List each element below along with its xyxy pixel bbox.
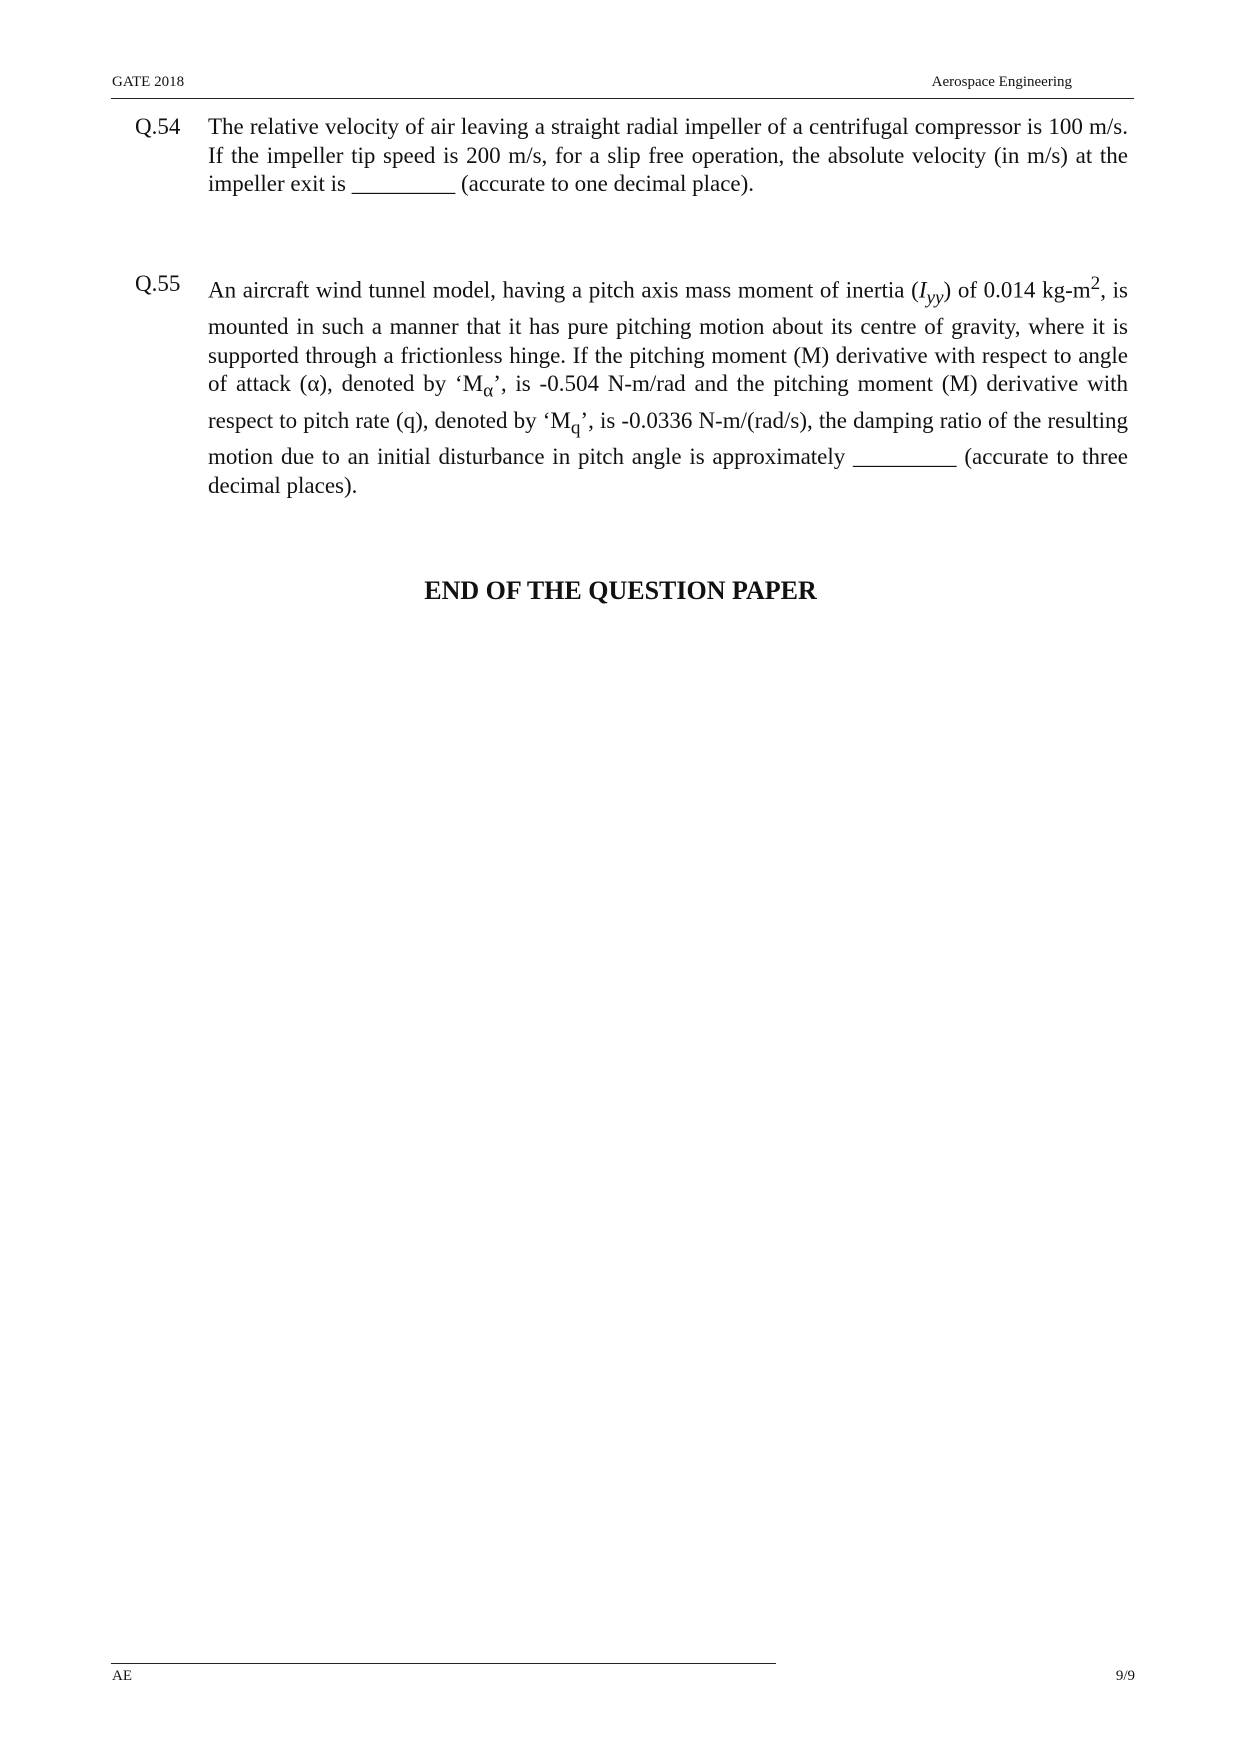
inertia-symbol: I bbox=[918, 277, 927, 303]
page-header bbox=[111, 74, 1134, 99]
question-number: Q.54 bbox=[135, 114, 181, 139]
question-number: Q.55 bbox=[135, 271, 181, 296]
question-55 bbox=[135, 270, 1128, 500]
exam-title: GATE 2018 bbox=[112, 74, 185, 90]
question-text: The relative velocity of air leaving a straight radial impeller of a centrifugal compressor is 100 m/s. If the impeller tip speed is 200 m/s, for a slip free operation, the absolute velocity (in m/s) at the impeller exit is _________ (accurate to one decimal place). bbox=[208, 114, 1128, 197]
text-part: ) of 0.014 kg-m bbox=[943, 277, 1091, 303]
question-text bbox=[208, 270, 1128, 500]
m-alpha-subscript: α bbox=[483, 380, 494, 402]
m-q-subscript: q bbox=[570, 417, 581, 439]
text-part: ’, is -0.0336 N-m/(rad/s), the damping ratio of the resulting motion due to an initial disturbance in pitch angle is approximately _________ (accurate to three decimal places). bbox=[208, 407, 1128, 498]
text-part: ’, is -0.504 N-m/rad and the pitching moment (M) derivative with respect to pitch rate (q), denoted by ‘M bbox=[208, 371, 1128, 433]
footer-subject-code: AE bbox=[112, 1668, 132, 1684]
footer-divider bbox=[111, 1663, 776, 1664]
text-part: , is mounted in such a manner that it has pure pitching motion about its centre of gravity, where it is supported through a frictionless hinge. If the pitching moment (M) derivative with respect to angle of attack (α), denoted by ‘M bbox=[208, 277, 1129, 397]
question-54 bbox=[135, 113, 1128, 199]
inertia-subscript: yy bbox=[926, 287, 944, 309]
unit-superscript: 2 bbox=[1090, 273, 1101, 294]
text-part: An aircraft wind tunnel model, having a pitch axis mass moment of inertia ( bbox=[208, 277, 919, 303]
subject-title: Aerospace Engineering bbox=[931, 74, 1072, 90]
page-number: 9/9 bbox=[1115, 1668, 1135, 1684]
end-of-paper-heading: END OF THE QUESTION PAPER bbox=[424, 576, 817, 605]
